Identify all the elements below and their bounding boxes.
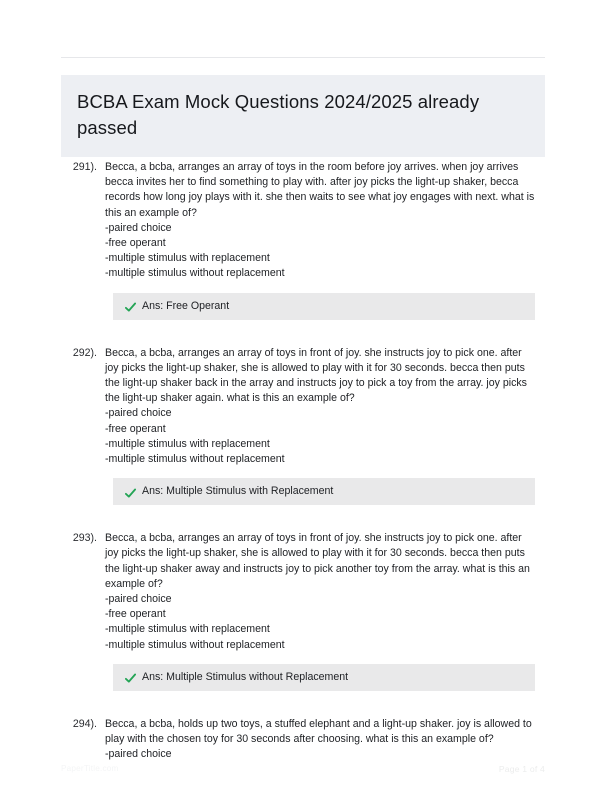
- option-item[interactable]: -multiple stimulus with replacement: [105, 252, 270, 265]
- answer-text: Ans: Multiple Stimulus with Replacement: [142, 485, 334, 498]
- question-body: [105, 717, 535, 763]
- page-title: BCBA Exam Mock Questions 2024/2025 already passed: [77, 91, 480, 138]
- question-block: [0, 346, 606, 506]
- check-icon: [125, 671, 136, 682]
- question-row: [0, 717, 606, 763]
- header-divider: [61, 57, 545, 58]
- answer-badge: [113, 293, 535, 320]
- answer-container: [113, 293, 535, 320]
- question-options: [105, 406, 535, 467]
- option-item[interactable]: -free operant: [105, 608, 166, 621]
- question-stem: Becca, a bcba, holds up two toys, a stuffed elephant and a light-up shaker. joy is allowed to play with the chosen toy for 30 seconds after choosing. what is this an example of?: [105, 717, 532, 746]
- option-item[interactable]: -paired choice: [105, 748, 172, 761]
- question-number: 293).: [72, 532, 97, 545]
- answer-badge: [113, 478, 535, 505]
- option-item[interactable]: -multiple stimulus without replacement: [105, 638, 285, 651]
- question-block: [0, 160, 606, 320]
- answer-text: Ans: Free Operant: [142, 299, 230, 312]
- question-body: [105, 531, 535, 653]
- question-number: 292).: [72, 346, 97, 359]
- option-item[interactable]: -free operant: [105, 237, 166, 250]
- question-block: [0, 717, 606, 763]
- question-stem: Becca, a bcba, arranges an array of toys in the room before joy arrives. when joy arrives becca invites her to find something to play with. after joy picks the light-up shaker, becca records how long joy plays with it. she then waits to see what joy engages with next. what is this an example of?: [105, 161, 535, 219]
- question-stem: Becca, a bcba, arranges an array of toys in front of joy. she instructs joy to pick one. after joy picks the light-up shaker, she is allowed to play with it for 30 seconds. becca then puts the light-up shaker away and instructs joy to pick another toy from the array. what is this an example of?: [105, 532, 530, 590]
- answer-container: [113, 478, 535, 505]
- option-item[interactable]: -paired choice: [105, 593, 172, 606]
- option-item[interactable]: -multiple stimulus with replacement: [105, 437, 270, 450]
- question-body: [105, 160, 535, 282]
- watermark-label: PaperTitle.com: [61, 764, 119, 773]
- option-item[interactable]: -multiple stimulus without replacement: [105, 267, 285, 280]
- answer-container: [113, 664, 535, 691]
- option-item[interactable]: -free operant: [105, 422, 166, 435]
- question-stem: Becca, a bcba, arranges an array of toys in front of joy. she instructs joy to pick one. after joy picks the light-up shaker, she is allowed to play with it for 30 seconds. becca then puts the light-up shaker back in the array and instructs joy to pick a toy from the array. joy picks the light-up shaker again. what is this an example of?: [105, 346, 527, 405]
- questions-list: [0, 160, 606, 788]
- page-footer: [0, 764, 606, 778]
- option-item[interactable]: -paired choice: [105, 407, 172, 420]
- question-options: [105, 747, 535, 762]
- question-row: [0, 160, 606, 282]
- answer-text: Ans: Multiple Stimulus without Replacement: [142, 670, 349, 683]
- question-number: 291).: [72, 161, 97, 173]
- question-row: [0, 531, 606, 653]
- option-item[interactable]: -paired choice: [105, 221, 172, 234]
- question-options: [105, 592, 535, 653]
- question-body: [105, 346, 535, 468]
- check-icon: [125, 486, 136, 497]
- document-title-band: [61, 75, 545, 157]
- answer-badge: [113, 664, 535, 691]
- question-number: 294).: [72, 717, 97, 730]
- check-icon: [125, 300, 136, 311]
- page-number-label: Page 1 of 4: [498, 764, 545, 774]
- question-row: [0, 346, 606, 468]
- question-block: [0, 531, 606, 691]
- option-item[interactable]: -multiple stimulus with replacement: [105, 623, 270, 636]
- question-options: [105, 221, 535, 282]
- option-item[interactable]: -multiple stimulus without replacement: [105, 453, 285, 466]
